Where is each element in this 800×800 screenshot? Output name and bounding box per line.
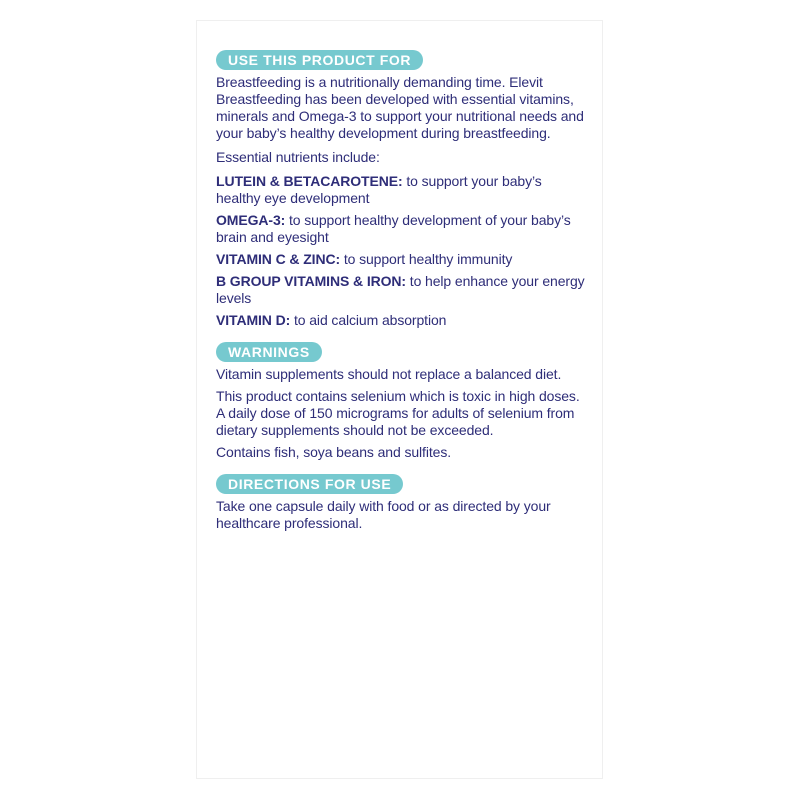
directions-heading: DIRECTIONS FOR USE: [216, 474, 403, 494]
nutrient-item: [216, 212, 588, 246]
warnings-section: [216, 342, 588, 461]
use-section: [216, 50, 588, 329]
nutrient-item: [216, 273, 588, 307]
warning-line: This product contains selenium which is toxic in high doses. A daily dose of 150 micrograms for adults of selenium from dietary supplements should not be exceeded.: [216, 388, 580, 438]
product-info-panel: [196, 20, 603, 779]
warnings-heading: WARNINGS: [216, 342, 322, 362]
nutrient-name: VITAMIN D:: [216, 312, 291, 328]
nutrient-item: [216, 251, 588, 268]
nutrient-name: OMEGA-3:: [216, 212, 286, 228]
panel-content: [216, 50, 588, 532]
nutrient-item: [216, 312, 588, 329]
nutrient-item: [216, 173, 588, 207]
nutrient-description: to aid calcium absorption: [290, 312, 447, 328]
nutrient-name: LUTEIN & BETACAROTENE:: [216, 173, 403, 189]
warning-line: Contains fish, soya beans and sulfites.: [216, 444, 452, 460]
nutrient-description: to support healthy immunity: [340, 251, 513, 267]
use-intro: Breastfeeding is a nutritionally demanding time. Elevit Breastfeeding has been developed with essential vitamins, minerals and Omega-3 to support your nutritional needs and your baby’s healthy development during breastfeeding.: [216, 74, 584, 141]
nutrient-description: to support your baby’s healthy eye development: [216, 173, 542, 206]
nutrient-name: VITAMIN C & ZINC:: [216, 251, 341, 267]
directions-text: Take one capsule daily with food or as directed by your healthcare professional.: [216, 498, 551, 531]
nutrient-name: B GROUP VITAMINS & IRON:: [216, 273, 406, 289]
nutrients-intro: Essential nutrients include:: [216, 149, 380, 165]
directions-section: [216, 474, 588, 532]
nutrient-description: to help enhance your energy levels: [216, 273, 585, 306]
warning-line: Vitamin supplements should not replace a balanced diet.: [216, 366, 562, 382]
nutrient-description: to support healthy development of your baby’s brain and eyesight: [216, 212, 571, 245]
use-heading: USE THIS PRODUCT FOR: [216, 50, 423, 70]
